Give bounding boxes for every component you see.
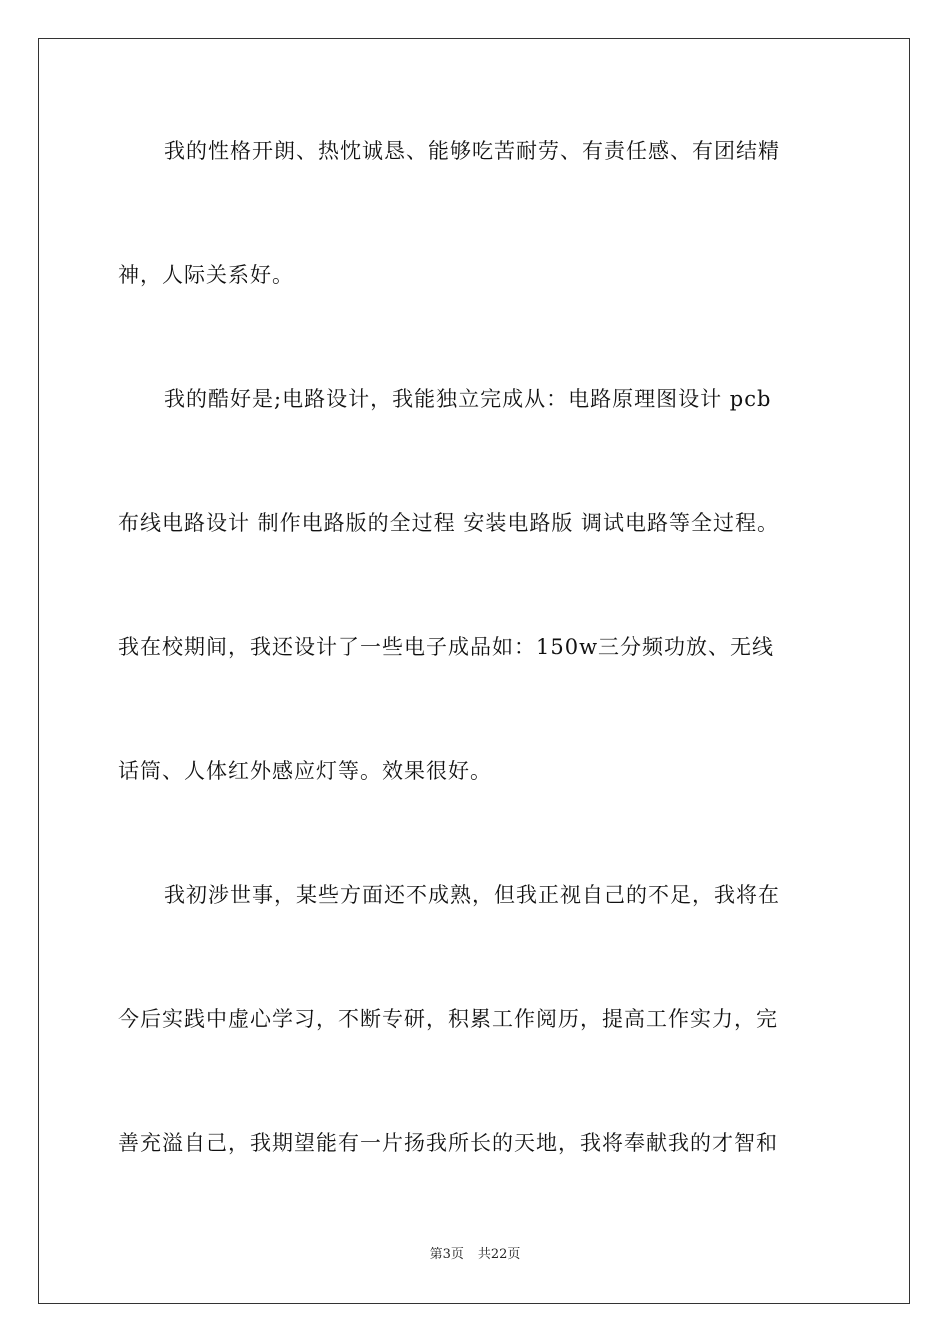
page-total: 共22页 — [477, 1247, 521, 1262]
text-line-1: 我的性格开朗、热忱诚恳、能够吃苦耐劳、有责任感、有团结精 — [164, 139, 780, 163]
text-line-3: 我的酷好是;电路设计，我能独立完成从：电路原理图设计 pcb — [164, 387, 772, 411]
text-line-7: 我初涉世事，某些方面还不成熟，但我正视自己的不足，我将在 — [164, 883, 780, 907]
text-line-5: 我在校期间，我还设计了一些电子成品如：150w三分频功放、无线 — [118, 635, 775, 659]
page-border — [38, 38, 910, 1304]
text-line-9: 善充溢自己，我期望能有一片扬我所长的天地，我将奉献我的才智和 — [118, 1131, 778, 1155]
page-footer — [0, 1246, 950, 1264]
text-line-2: 神，人际关系好。 — [118, 263, 294, 287]
text-line-4: 布线电路设计 制作电路版的全过程 安装电路版 调试电路等全过程。 — [118, 511, 780, 535]
text-line-8: 今后实践中虚心学习，不断专研，积累工作阅历，提高工作实力，完 — [118, 1007, 778, 1031]
page-number: 第3页 — [429, 1247, 464, 1262]
text-line-6: 话筒、人体红外感应灯等。效果很好。 — [118, 759, 492, 783]
